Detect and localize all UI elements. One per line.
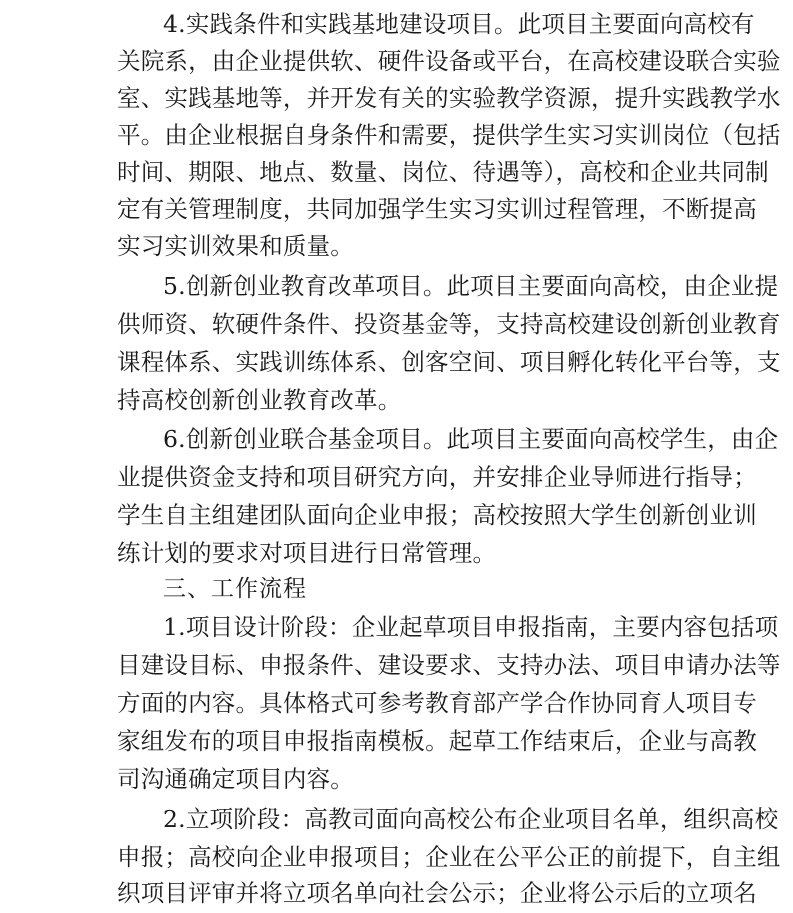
- step1-line-5: 司沟通确定项目内容。: [117, 765, 354, 793]
- section6-line-1: 6.创新创业联合基金项目。此项目主要面向高校学生，由企: [163, 425, 779, 453]
- section-heading-work-process: 三、工作流程: [163, 576, 307, 602]
- section6-line-2: 业提供资金支持和项目研究方向，并安排企业导师进行指导；: [117, 463, 757, 491]
- section5-line-1: 5.创新创业教育改革项目。此项目主要面向高校，由企业提: [163, 272, 779, 300]
- step1-line-2: 目建设目标、申报条件、建设要求、支持办法、项目申请办法等: [117, 651, 781, 679]
- section5-line-3: 课程体系、实践训练体系、创客空间、项目孵化转化平台等，支: [117, 348, 781, 376]
- section6-line-3: 学生自主组建团队面向企业申报；高校按照大学生创新创业训: [117, 501, 757, 529]
- section4-line-1: 4.实践条件和实践基地建设项目。此项目主要面向高校有: [163, 10, 755, 38]
- section5-line-4: 持高校创新创业教育改革。: [117, 386, 402, 414]
- section4-line-5: 时间、期限、地点、数量、岗位、待遇等），高校和企业共同制: [117, 158, 769, 186]
- section6-line-4: 练计划的要求对项目进行日常管理。: [117, 539, 497, 567]
- section4-line-7: 实习实训效果和质量。: [117, 232, 354, 260]
- section4-line-3: 室、实践基地等，并开发有关的实验教学资源，提升实践教学水: [117, 84, 781, 112]
- step1-line-1: 1.项目设计阶段：企业起草项目申报指南，主要内容包括项: [163, 613, 779, 641]
- step1-line-4: 家组发布的项目申报指南模板。起草工作结束后，企业与高教: [117, 727, 757, 755]
- step2-line-1: 2.立项阶段：高教司面向高校公布企业项目名单，组织高校: [163, 805, 779, 833]
- section5-line-2: 供师资、软硬件条件、投资基金等，支持高校建设创新创业教育: [117, 310, 781, 338]
- section4-line-2: 关院系，由企业提供软、硬件设备或平台，在高校建设联合实验: [117, 47, 781, 75]
- step2-line-2: 申报；高校向企业申报项目；企业在公平公正的前提下，自主组: [117, 843, 781, 871]
- section4-line-6: 定有关管理制度，共同加强学生实习实训过程管理，不断提高: [117, 195, 757, 223]
- step1-line-3: 方面的内容。具体格式可参考教育部产学合作协同育人项目专: [117, 689, 757, 717]
- step2-line-3: 织项目评审并将立项名单向社会公示；企业将公示后的立项名: [117, 879, 757, 907]
- section4-line-4: 平。由企业根据自身条件和需要，提供学生实习实训岗位（包括: [117, 121, 781, 149]
